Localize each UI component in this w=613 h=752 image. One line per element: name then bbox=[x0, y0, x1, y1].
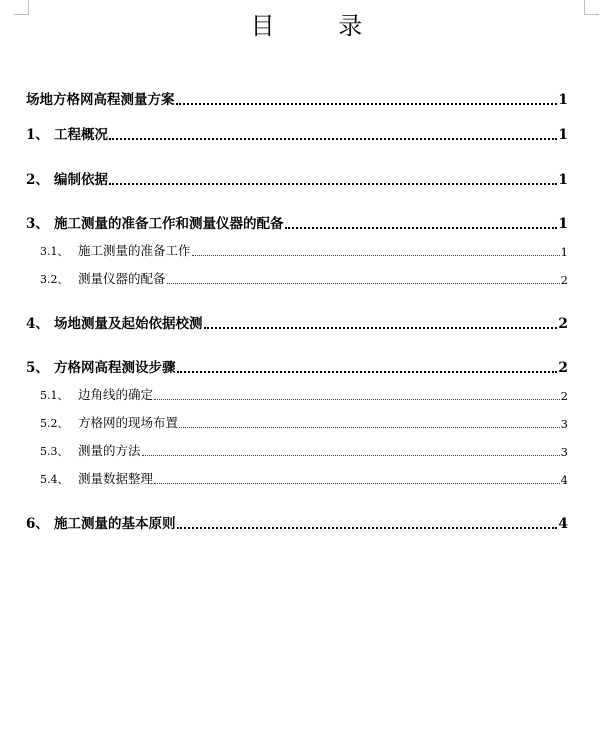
toc-leader-dots bbox=[142, 448, 560, 456]
toc-leader-dots bbox=[154, 476, 560, 484]
toc-page-number: 3 bbox=[560, 445, 568, 459]
toc-leader-dots bbox=[177, 363, 558, 373]
toc-entry-3-1[interactable] bbox=[40, 241, 568, 259]
toc-entry-1[interactable] bbox=[26, 123, 568, 143]
toc-page-number: 1 bbox=[558, 216, 568, 232]
toc-page-number: 1 bbox=[558, 92, 568, 108]
toc-page-number: 2 bbox=[558, 360, 568, 376]
toc-entry-text: 测量的方法 bbox=[78, 443, 141, 458]
toc-entry-number: 3.2、 bbox=[40, 273, 69, 286]
toc-page-number: 1 bbox=[560, 245, 568, 259]
toc-entry-text: 场地测量及起始依据校测 bbox=[54, 316, 203, 332]
toc-entry-number: 2、 bbox=[26, 172, 49, 188]
toc-entry-text: 工程概况 bbox=[54, 127, 108, 143]
toc-leader-dots bbox=[177, 519, 558, 529]
toc-page-number: 3 bbox=[560, 417, 568, 431]
toc-entry-5-1[interactable] bbox=[40, 385, 568, 403]
toc-page-number: 4 bbox=[558, 516, 568, 532]
toc-leader-dots bbox=[154, 392, 560, 400]
toc-entry-3-2[interactable] bbox=[40, 269, 568, 287]
toc-entry-5-2[interactable] bbox=[40, 413, 568, 431]
toc-entry-3[interactable] bbox=[26, 212, 568, 232]
toc-entry-number: 3.1、 bbox=[40, 245, 69, 258]
toc-leader-dots bbox=[204, 319, 558, 329]
toc-entry-number: 4、 bbox=[26, 316, 49, 332]
toc-entry-6[interactable] bbox=[26, 512, 568, 532]
toc-page-number: 2 bbox=[558, 316, 568, 332]
toc-title: 目 录 bbox=[250, 12, 391, 40]
toc-entry-text: 场地方格网高程测量方案 bbox=[26, 92, 175, 108]
toc-entry-number: 5、 bbox=[26, 360, 49, 376]
toc-entry-5-4[interactable] bbox=[40, 469, 568, 487]
toc-entry-text: 施工测量的准备工作和测量仪器的配备 bbox=[54, 216, 284, 232]
toc-entry-text: 施工测量的准备工作 bbox=[78, 243, 191, 258]
toc-leader-dots bbox=[179, 420, 560, 428]
toc-entry-number: 5.4、 bbox=[40, 473, 69, 486]
toc-entry-number: 5.2、 bbox=[40, 417, 69, 430]
toc-leader-dots bbox=[109, 130, 557, 140]
toc-leader-dots bbox=[167, 276, 560, 284]
toc-leader-dots bbox=[176, 95, 558, 105]
toc-entry-text: 编制依据 bbox=[54, 172, 108, 188]
toc-entry-text: 方格网高程测设步骤 bbox=[54, 360, 176, 376]
toc-entry-text: 边角线的确定 bbox=[78, 387, 154, 402]
toc-page-number: 1 bbox=[558, 127, 568, 143]
toc-entry-text: 施工测量的基本原则 bbox=[54, 516, 176, 532]
toc-entry-number: 6、 bbox=[26, 516, 49, 532]
toc-entry-text: 测量数据整理 bbox=[78, 471, 154, 486]
toc-leader-dots bbox=[285, 219, 558, 229]
toc-entry-5[interactable] bbox=[26, 356, 568, 376]
toc-entry-text: 方格网的现场布置 bbox=[78, 415, 179, 430]
toc-entry-main-title[interactable] bbox=[26, 88, 568, 108]
toc-entry-number: 5.1、 bbox=[40, 389, 69, 402]
toc-leader-dots bbox=[192, 248, 560, 256]
toc-page-number: 2 bbox=[560, 273, 568, 287]
toc-entry-number: 1、 bbox=[26, 127, 49, 143]
toc-entry-text: 测量仪器的配备 bbox=[78, 271, 166, 286]
toc-page-number: 2 bbox=[560, 389, 568, 403]
toc-entry-number: 3、 bbox=[26, 216, 49, 232]
toc-page-number: 1 bbox=[558, 172, 568, 188]
toc-leader-dots bbox=[109, 175, 557, 185]
toc-entry-number: 5.3、 bbox=[40, 445, 69, 458]
toc-entry-4[interactable] bbox=[26, 312, 568, 332]
toc-entry-2[interactable] bbox=[26, 168, 568, 188]
toc-page-number: 4 bbox=[560, 473, 568, 487]
toc-entry-5-3[interactable] bbox=[40, 441, 568, 459]
